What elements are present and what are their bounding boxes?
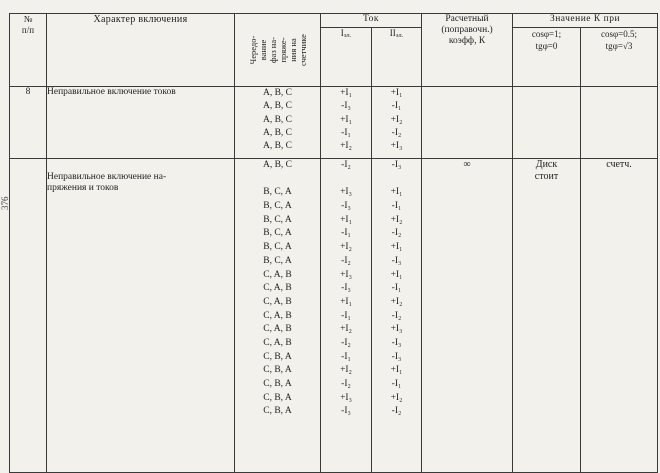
phase-sequence-cell: B, C, A	[263, 242, 292, 253]
phase-sequence-cell: B, C, A	[263, 201, 292, 212]
current-element-1-cell: +I₂	[340, 365, 352, 376]
current-element-2-cell	[372, 173, 421, 187]
current-element-1-cell: -I₂	[341, 255, 351, 266]
phase-sequence-cell: A, B, C	[262, 88, 293, 98]
header-element-2: IIэл.	[372, 28, 422, 87]
current-element-2-cell: +I₁	[390, 242, 403, 253]
current-element-2-cell: -I₂	[391, 228, 402, 239]
header-character: Характер включения	[47, 14, 235, 87]
current-element-2-cell: +I₃	[390, 141, 403, 152]
phase-sequence-cell: C, A, B	[263, 296, 292, 307]
element-1-column-block-1	[321, 87, 372, 159]
phase-sequence-cell: B, C, A	[263, 187, 292, 198]
current-element-2-cell: +I₁	[390, 365, 403, 376]
row-number: 8	[10, 87, 47, 159]
current-element-2-cell: +I₁	[390, 269, 403, 280]
current-element-2-cell: +I₂	[390, 296, 403, 307]
current-element-1-cell: -I₃	[341, 406, 351, 417]
current-element-1-cell: -I₁	[341, 351, 351, 362]
current-element-1-cell: +I₁	[340, 214, 352, 225]
phase-sequence-cell: C, B, A	[263, 406, 292, 417]
phase-sequence-cell: B, C, A	[263, 214, 292, 225]
current-element-1-cell: -I₁	[341, 310, 351, 321]
phase-sequence-cell: B, C, A	[263, 228, 292, 239]
phase-column-block-2	[235, 159, 321, 473]
current-element-1-cell: -I₃	[341, 201, 351, 212]
phase-sequence-cell: A, B, C	[262, 114, 293, 125]
header-cos-1: cosφ=1; tgφ=0	[513, 28, 581, 87]
phase-sequence-cell: C, B, A	[263, 379, 292, 389]
phase-sequence-cell: B, C, A	[263, 255, 292, 266]
phase-sequence-cell: C, A, B	[263, 337, 292, 348]
phase-sequence-cell: A, B, C	[262, 160, 293, 170]
current-element-2-cell: -I₁	[391, 379, 402, 389]
current-element-1-cell: +I₁	[340, 114, 352, 125]
current-element-1-cell: -I₁	[341, 228, 351, 239]
header-current-group: Ток	[321, 14, 422, 28]
header-correction-factor: Расчетный (поправочн.) коэфф, К	[422, 14, 513, 87]
current-element-1-cell: -I₃	[341, 283, 351, 294]
phase-sequence-cell: A, B, C	[262, 141, 293, 152]
current-element-1-cell: +I₁	[340, 296, 352, 307]
current-element-2-cell: -I₁	[391, 283, 402, 294]
phase-column-block-1	[235, 87, 321, 159]
current-element-1-cell: -I₂	[341, 160, 351, 170]
current-element-2-cell: +I₃	[390, 324, 403, 335]
phase-sequence-cell: C, A, B	[263, 283, 292, 294]
current-element-2-cell: -I₁	[391, 201, 402, 212]
phase-sequence-cell: C, B, A	[263, 365, 292, 376]
current-element-2-cell: -I₃	[391, 351, 402, 362]
phase-sequence-cell: A, B, C	[262, 127, 293, 138]
element-1-column-block-2	[321, 159, 372, 473]
current-element-1-cell: +I₃	[340, 187, 352, 198]
calc-cell-block-1	[422, 87, 513, 159]
phase-sequence-cell: C, B, A	[263, 351, 292, 362]
current-element-1-cell: -I₂	[341, 337, 351, 348]
current-element-2-cell: -I₃	[391, 255, 402, 266]
current-element-1-cell: -I₁	[341, 127, 351, 138]
current-element-2-cell: +I₁	[390, 88, 403, 98]
cos05-cell-meter: счетч.	[581, 159, 658, 473]
current-element-1-cell: -I₃	[341, 101, 351, 112]
current-element-2-cell: -I₂	[391, 127, 402, 138]
table-row-block-voltage-current	[10, 159, 658, 473]
current-element-2-cell: -I₂	[391, 406, 402, 417]
table-row-block-8	[10, 87, 658, 159]
current-element-1-cell: +I₁	[340, 88, 352, 98]
cos1-cell-disk-stopped: Диск стоит	[513, 159, 581, 473]
header-k-value-group: Значение К при	[513, 14, 658, 28]
row-number-empty	[10, 159, 47, 473]
current-element-2-cell: -I₃	[391, 160, 402, 170]
header-element-1: Iэл.	[321, 28, 372, 87]
current-element-1-cell: +I₂	[340, 324, 352, 335]
current-element-2-cell: -I₂	[391, 310, 402, 321]
phase-sequence-cell: C, A, B	[263, 310, 292, 321]
header-phase-sequence: Чередо- вание фаз на- пряже- ния на счетчике	[235, 14, 321, 87]
phase-sequence-cell	[235, 173, 320, 187]
current-element-2-cell: +I₂	[390, 214, 403, 225]
phase-sequence-cell: C, B, A	[263, 392, 292, 403]
row-character: Неправильное включение на- пряжения и токов	[47, 159, 235, 473]
current-element-1-cell: +I₂	[340, 242, 352, 253]
current-element-2-cell: -I₃	[391, 337, 402, 348]
current-element-2-cell: -I₁	[391, 101, 402, 112]
element-2-column-block-1	[372, 87, 422, 159]
current-element-1-cell: +I₂	[340, 141, 352, 152]
cos1-cell-block-1	[513, 87, 581, 159]
current-element-2-cell: +I₂	[390, 392, 403, 403]
phase-sequence-cell: C, A, B	[263, 269, 292, 280]
current-element-1-cell: +I₃	[340, 269, 352, 280]
element-2-column-block-2	[372, 159, 422, 473]
current-element-2-cell: +I₁	[390, 187, 403, 198]
header-number: № п/п	[10, 14, 47, 87]
current-element-1-cell: -I₂	[341, 379, 351, 389]
current-element-1-cell	[321, 173, 371, 187]
cos05-cell-block-1	[581, 87, 658, 159]
page-side-number: 376	[0, 196, 10, 210]
connection-table	[9, 13, 658, 473]
phase-sequence-cell: C, A, B	[263, 324, 292, 335]
row-character: Неправильное включение токов	[47, 87, 235, 159]
phase-sequence-cell: A, B, C	[262, 101, 293, 112]
calc-cell-infinity: ∞	[422, 159, 513, 473]
current-element-1-cell: +I₃	[340, 392, 352, 403]
current-element-2-cell: +I₂	[390, 114, 403, 125]
header-cos-05: cosφ=0.5; tgφ=√3	[581, 28, 658, 87]
